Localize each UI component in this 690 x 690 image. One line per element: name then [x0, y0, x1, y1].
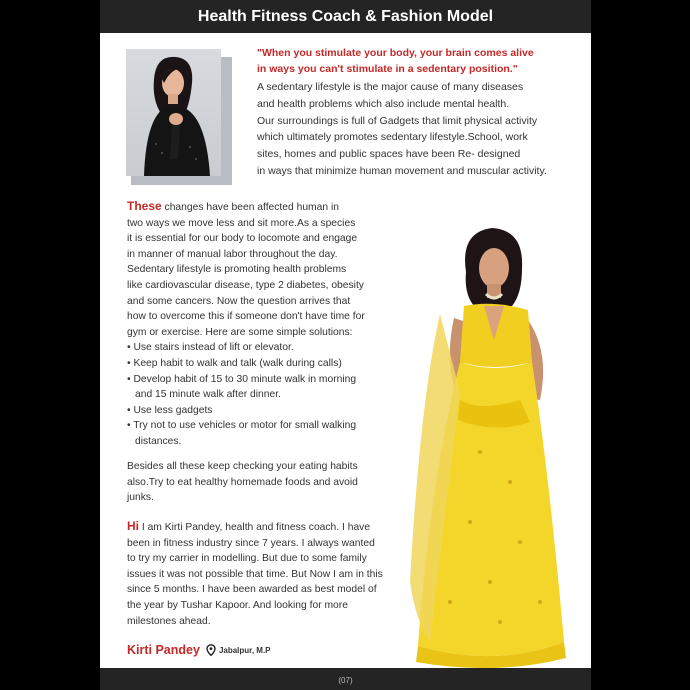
bio-line: been in fitness industry since 7 years. I always wanted	[127, 537, 375, 549]
body-line: like cardiovascular disease, type 2 diabetes, obesity	[127, 279, 364, 291]
intro-line: which ultimately promotes sedentary lifestyle.School, work	[257, 131, 528, 144]
bio-line: the year by Tushar Kapoor. And looking for more	[127, 599, 348, 611]
bio-first-line	[127, 519, 392, 536]
bullet-continuation: and 15 minute walk after dinner.	[135, 389, 281, 401]
signature-location: Jabalpur, M.P	[218, 645, 271, 655]
body-line: in manner of manual labor throughout the day.	[127, 248, 338, 260]
intro-line: in ways that minimize human movement and muscular activity.	[257, 164, 547, 177]
bio-line: to try my carrier in modelling. But due to some family	[127, 553, 367, 565]
body-line: gym or exercise. Here are some simple solutions:	[127, 326, 353, 338]
quote-line: in ways you can't stimulate in a sedentary position."	[257, 63, 518, 75]
body-paragraph	[127, 199, 392, 450]
page-header	[100, 0, 591, 33]
intro-line: Our surroundings is full of Gadgets that limit physical activity	[257, 114, 538, 127]
bio-first-rest: I am Kirti Pandey, health and fitness coach. I have	[139, 522, 371, 533]
body-line: it is essential for our body to locomote and engage	[127, 233, 358, 245]
page-title: Health Fitness Coach & Fashion Model	[197, 8, 494, 25]
intro-line: A sedentary lifestyle is the major cause of many diseases	[257, 81, 524, 93]
bullet-item: • Use stairs instead of lift or elevator.	[127, 342, 294, 354]
body-first-rest: changes have been affected human in	[161, 202, 339, 213]
body-line: how to overcome this if someone don't have time for	[127, 311, 365, 323]
bullet-continuation: distances.	[135, 435, 182, 447]
closing-line: junks.	[127, 492, 154, 504]
lead-word: These	[127, 199, 162, 213]
signature-name: Kirti Pandey	[127, 643, 200, 657]
body-first-line	[127, 199, 392, 216]
quote-line: "When you stimulate your body, your brain comes alive	[257, 47, 534, 59]
intro-line: and health problems which also include mental health.	[257, 97, 510, 110]
bio-lead-word: Hi	[127, 519, 139, 533]
bio-line: milestones ahead.	[127, 615, 211, 627]
quote-block	[257, 45, 577, 77]
model-in-yellow-dress-photo	[400, 222, 580, 670]
body-line: and some cancers. Now the question arrives that	[127, 295, 351, 307]
body-line: Sedentary lifestyle is promoting health problems	[127, 264, 347, 276]
closing-line: Besides all these keep checking your eating habits	[127, 461, 358, 472]
bullet-item: • Develop habit of 15 to 30 minute walk in morning	[127, 373, 357, 385]
location-pin-icon	[206, 644, 216, 656]
page-number: (07)	[338, 676, 353, 685]
bullet-item: • Keep habit to walk and talk (walk during calls)	[127, 357, 342, 369]
magazine-page	[100, 0, 591, 690]
closing-line: also.Try to eat healthy homemade foods and avoid	[127, 476, 358, 488]
closing-paragraph	[127, 459, 392, 506]
bullet-item: • Try not to use vehicles or motor for small walking	[127, 420, 357, 432]
portrait-photo	[126, 49, 221, 176]
bio-paragraph	[127, 519, 392, 629]
bullet-item: • Use less gadgets	[127, 404, 213, 416]
bio-line: issues it was not possible that time. But Now I am in this	[127, 568, 383, 580]
bio-line: since 5 months. I have been awarded as best model of	[127, 584, 377, 596]
intro-paragraph	[257, 79, 582, 180]
signature	[127, 641, 271, 659]
intro-line: sites, homes and public spaces have been Re- designed	[257, 148, 521, 161]
body-line: two ways we move less and sit more.As a species	[127, 217, 356, 229]
